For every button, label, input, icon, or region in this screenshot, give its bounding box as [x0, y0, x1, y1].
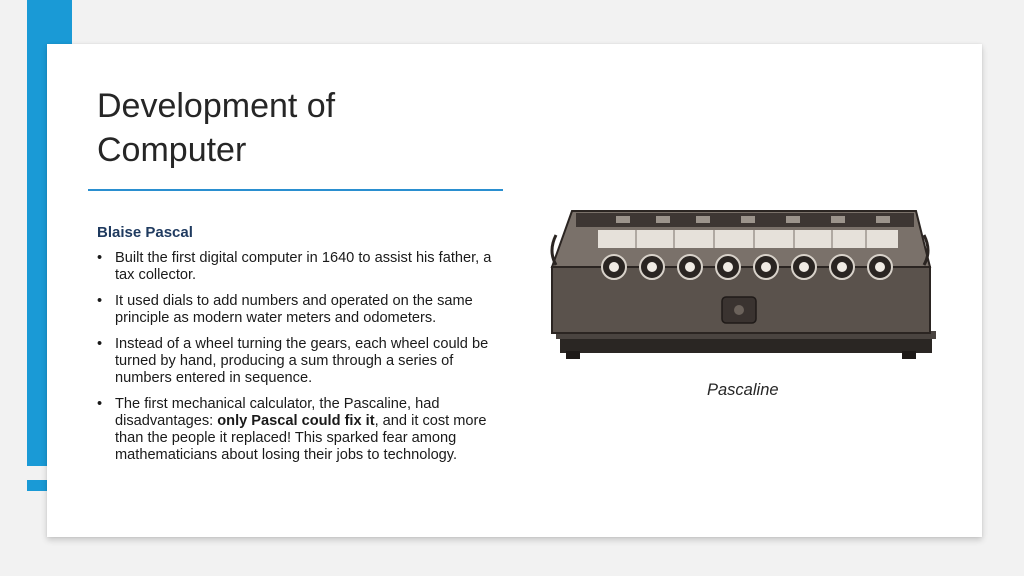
bullet-text-bold: only Pascal could fix it: [217, 413, 375, 429]
list-item: [97, 396, 507, 464]
bullet-dot: •: [97, 396, 103, 412]
bullet-dot: •: [97, 293, 103, 309]
label-strip: [598, 230, 898, 248]
pascaline-photo: [546, 205, 936, 363]
bullet-text: Built the first digital computer in 1640 to assist his father, a tax collector.: [115, 250, 492, 283]
bullet-text: Instead of a wheel turning the gears, each wheel could be turned by hand, producing a sum through a series of numbers entered in sequence.: [115, 336, 489, 386]
list-item: [97, 250, 507, 284]
title-line-1: Development of: [97, 87, 336, 125]
bullet-text: It used dials to add numbers and operated on the same principle as modern water meters and odometers.: [115, 293, 473, 326]
bullet-dot: •: [97, 336, 103, 352]
bullet-text-before: The first mechanical calculator, the Pascaline, had disadvantages:: [115, 396, 440, 429]
slide-title: [97, 84, 477, 172]
bullet-text-after: , and it cost more than the people it replaced! This sparked fear among mathematicians about losing their jobs to technology.: [115, 413, 487, 463]
title-underline: [88, 189, 503, 191]
accent-bar-lower: [27, 480, 47, 491]
title-line-2: Computer: [97, 131, 247, 169]
bullet-dot: •: [97, 250, 103, 266]
subheading: Blaise Pascal: [97, 224, 193, 241]
list-item: [97, 293, 507, 327]
list-item: [97, 336, 507, 387]
accent-cap: [47, 0, 72, 44]
image-caption: Pascaline: [707, 381, 779, 399]
bullet-list: [97, 250, 507, 473]
accent-bar: [27, 0, 47, 466]
